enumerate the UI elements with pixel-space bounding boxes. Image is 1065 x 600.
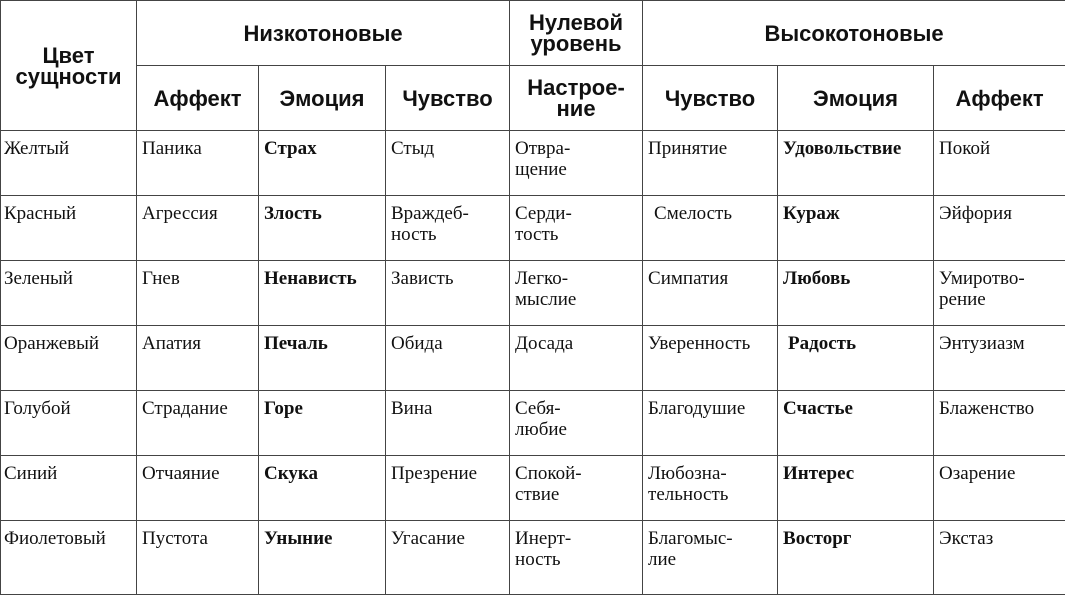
cell-high-feeling: Уверенность — [643, 326, 778, 391]
cell-low-emotion: Уныние — [259, 521, 386, 595]
cell-high-feeling: Благодушие — [643, 391, 778, 456]
cell-mood: Отвра- щение — [510, 131, 643, 196]
header-zero-level: Нулевой уровень — [510, 1, 643, 66]
cell-high-emotion: Кураж — [778, 196, 934, 261]
cell-low-affect: Апатия — [137, 326, 259, 391]
cell-low-feeling: Стыд — [386, 131, 510, 196]
header-low-tone: Низкотоновые — [137, 1, 510, 66]
cell-high-affect: Блаженство — [934, 391, 1065, 456]
cell-color: Зеленый — [1, 261, 137, 326]
cell-high-emotion: Восторг — [778, 521, 934, 595]
cell-high-emotion: Удовольствие — [778, 131, 934, 196]
subheader-low-feeling: Чувство — [386, 66, 510, 131]
cell-low-feeling: Вина — [386, 391, 510, 456]
cell-color: Оранжевый — [1, 326, 137, 391]
cell-high-feeling: Смелость — [643, 196, 778, 261]
table-row — [1, 391, 1065, 456]
cell-low-emotion: Горе — [259, 391, 386, 456]
header-high-tone: Высокотоновые — [643, 1, 1065, 66]
cell-high-feeling: Любозна- тельность — [643, 456, 778, 521]
cell-high-feeling: Симпатия — [643, 261, 778, 326]
cell-low-emotion: Печаль — [259, 326, 386, 391]
cell-high-emotion: Интерес — [778, 456, 934, 521]
cell-mood: Инерт- ность — [510, 521, 643, 595]
cell-low-affect: Пустота — [137, 521, 259, 595]
cell-low-affect: Страдание — [137, 391, 259, 456]
cell-low-feeling: Обида — [386, 326, 510, 391]
cell-low-affect: Гнев — [137, 261, 259, 326]
cell-color: Синий — [1, 456, 137, 521]
cell-high-emotion: Счастье — [778, 391, 934, 456]
subheader-mood: Настрое- ние — [510, 66, 643, 131]
cell-mood: Серди- тость — [510, 196, 643, 261]
cell-color: Фиолетовый — [1, 521, 137, 595]
cell-low-affect: Агрессия — [137, 196, 259, 261]
cell-low-feeling: Угасание — [386, 521, 510, 595]
cell-color: Желтый — [1, 131, 137, 196]
table-row — [1, 261, 1065, 326]
header-color-entity: Цвет сущности — [1, 1, 137, 131]
cell-mood: Себя- любие — [510, 391, 643, 456]
subheader-high-feeling: Чувство — [643, 66, 778, 131]
cell-mood: Спокой- ствие — [510, 456, 643, 521]
subheader-low-emotion: Эмоция — [259, 66, 386, 131]
cell-low-feeling: Враждеб- ность — [386, 196, 510, 261]
subheader-high-affect: Аффект — [934, 66, 1065, 131]
cell-low-feeling: Зависть — [386, 261, 510, 326]
cell-mood: Досада — [510, 326, 643, 391]
subheader-low-affect: Аффект — [137, 66, 259, 131]
table-row — [1, 456, 1065, 521]
cell-color: Красный — [1, 196, 137, 261]
subheader-high-emotion: Эмоция — [778, 66, 934, 131]
cell-high-emotion: Радость — [778, 326, 934, 391]
cell-low-emotion: Скука — [259, 456, 386, 521]
table-row — [1, 196, 1065, 261]
cell-low-affect: Отчаяние — [137, 456, 259, 521]
cell-high-affect: Экстаз — [934, 521, 1065, 595]
table-row — [1, 131, 1065, 196]
cell-high-feeling: Принятие — [643, 131, 778, 196]
table-row — [1, 521, 1065, 595]
cell-low-affect: Паника — [137, 131, 259, 196]
cell-mood: Легко- мыслие — [510, 261, 643, 326]
cell-high-affect: Покой — [934, 131, 1065, 196]
cell-high-emotion: Любовь — [778, 261, 934, 326]
cell-low-emotion: Злость — [259, 196, 386, 261]
cell-high-affect: Озарение — [934, 456, 1065, 521]
cell-high-affect: Эйфория — [934, 196, 1065, 261]
cell-low-emotion: Страх — [259, 131, 386, 196]
cell-low-feeling: Презрение — [386, 456, 510, 521]
cell-color: Голубой — [1, 391, 137, 456]
cell-high-affect: Энтузиазм — [934, 326, 1065, 391]
cell-high-feeling: Благомыс- лие — [643, 521, 778, 595]
cell-high-affect: Умиротво- рение — [934, 261, 1065, 326]
cell-low-emotion: Ненависть — [259, 261, 386, 326]
table-row — [1, 326, 1065, 391]
